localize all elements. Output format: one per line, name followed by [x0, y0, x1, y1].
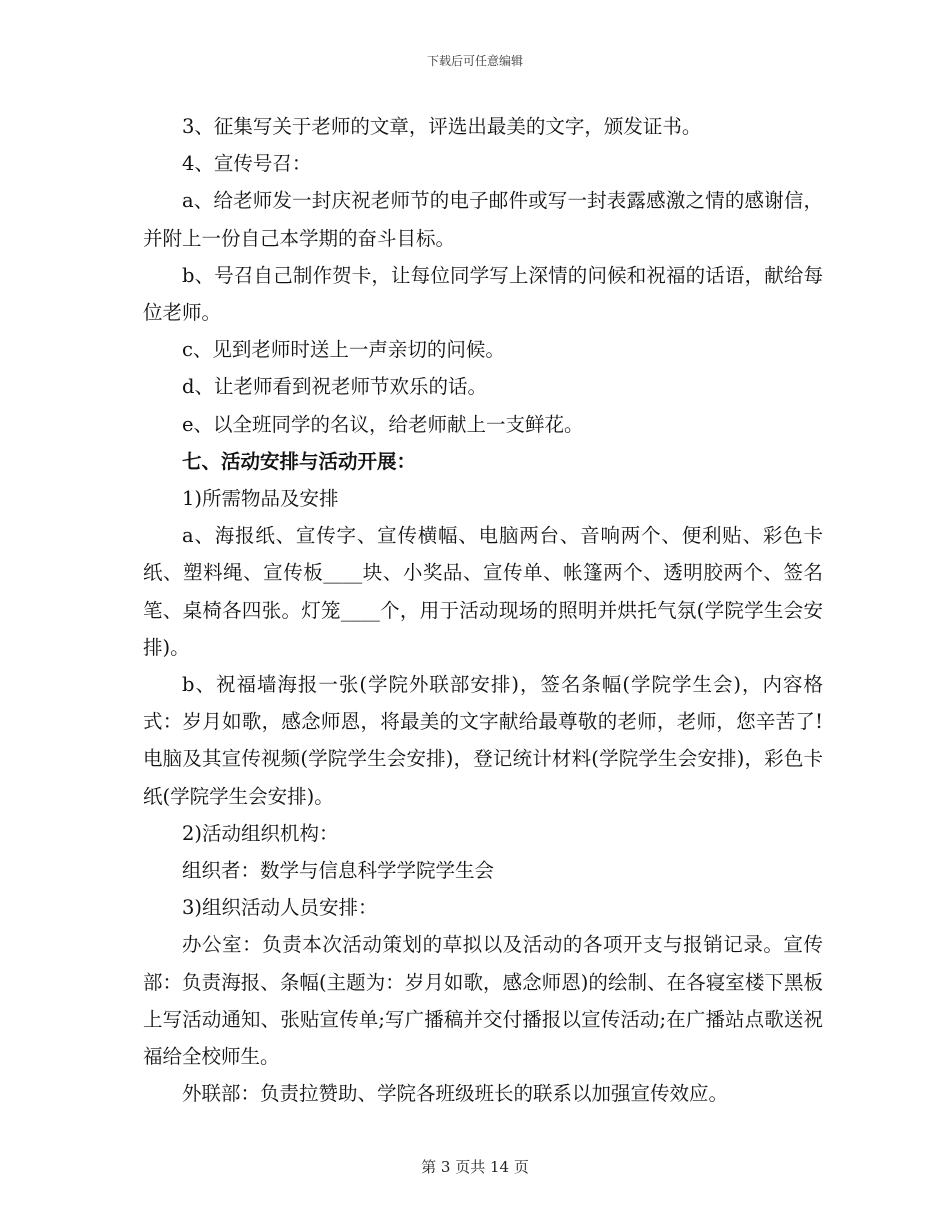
- paragraph-b-greeting-cards: b、号召自己制作贺卡，让每位同学写上深情的问候和祝福的话语，献给每位老师。: [143, 263, 823, 325]
- paragraph-a-email-letter: a、给老师发一封庆祝老师节的电子邮件或写一封表露感激之情的感谢信，并附上一份自己本学期的奋斗目标。: [143, 189, 823, 250]
- paragraph-e-flowers: e、以全班同学的名议，给老师献上一支鲜花。: [182, 412, 584, 436]
- paragraph-organizer: 组织者：数学与信息科学学院学生会: [182, 859, 495, 883]
- paragraph-3-essay-contest: 3、征集写关于老师的文章，评选出最美的文字，颁发证书。: [182, 115, 702, 138]
- paragraph-c-greeting: c、见到老师时送上一声亲切的问候。: [182, 338, 505, 362]
- header-note: 下载后可任意编辑: [426, 54, 523, 68]
- paragraph-2-organization: 2)活动组织机构：: [182, 821, 339, 845]
- paragraph-3-staffing: 3)组织活动人员安排：: [182, 896, 378, 920]
- section-heading-activity-arrangement: 七、活动安排与活动开展：: [182, 449, 417, 473]
- paragraph-external-relations: 外联部：负责拉赞助、学院各班级班长的联系以加强宣传效应。: [182, 1082, 729, 1106]
- paragraph-1-materials: 1)所需物品及安排: [182, 487, 339, 511]
- page-number: 第 3 页共 14 页: [421, 1158, 529, 1176]
- document-body: [143, 108, 823, 1112]
- paragraph-a-materials-list: a、海报纸、宣传字、宣传横幅、电脑两台、音响两个、便利贴、彩色卡纸、塑料绳、宣传板____块、小奖品、宣传单、帐篷两个、透明胶两个、签名笔、桌椅各四张。灯笼____个，用于活动现场的照明并烘托气氛(学院学生会安排)。: [143, 524, 823, 659]
- paragraph-b-blessing-wall: b、祝福墙海报一张(学院外联部安排)，签名条幅(学院学生会)，内容格式：岁月如歌，感念师恩，将最美的文字献给最尊敬的老师，老师，您辛苦了!电脑及其宣传视频(学院学生会安排)，登记统计材料(学院学生会安排)，彩色卡纸(学院学生会安排)。: [143, 673, 823, 808]
- paragraph-4-publicity-call: 4、宣传号召：: [182, 152, 312, 176]
- paragraph-d-happy-words: d、让老师看到祝老师节欢乐的话。: [182, 375, 487, 399]
- paragraph-office-publicity: 办公室：负责本次活动策划的草拟以及活动的各项开支与报销记录。宣传部：负责海报、条幅(主题为：岁月如歌，感念师恩)的绘制、在各寝室楼下黑板上写活动通知、张贴宣传单;写广播稿并交付播报以宣传活动;在广播站点歌送祝福给全校师生。: [143, 933, 823, 1069]
